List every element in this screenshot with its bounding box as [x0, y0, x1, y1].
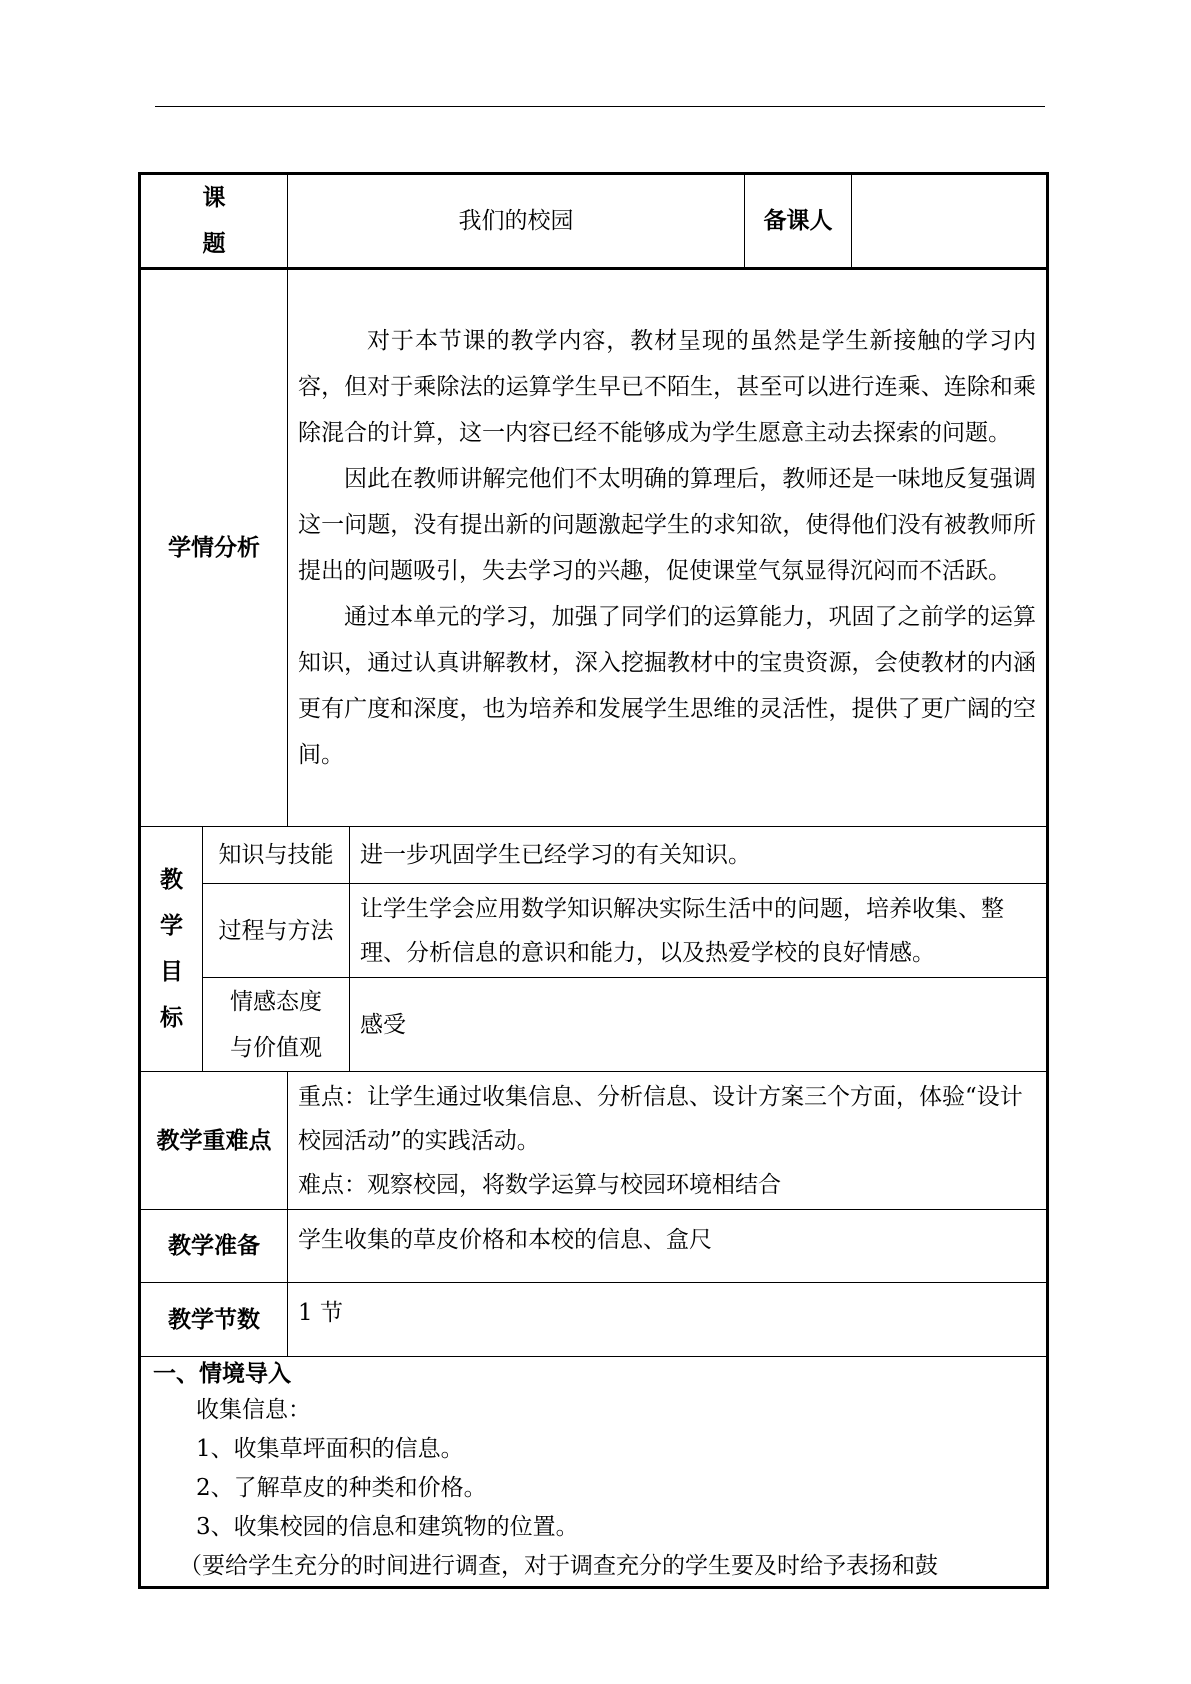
difficulty-row — [140, 1072, 1048, 1210]
analysis-content — [288, 269, 1048, 827]
analysis-paragraph-3: 通过本单元的学习，加强了同学们的运算能力，巩固了之前学的运算知识，通过认真讲解教材，深入挖掘教材中的宝贵资源，会使教材的内涵更有广度和深度，也为培养和发展学生思维的灵活性，提供了更广阔的空间。 — [298, 604, 1036, 768]
objectives-label-char: 目 — [160, 959, 183, 985]
header-rule — [155, 106, 1045, 107]
key-point: 重点：让学生通过收集信息、分析信息、设计方案三个方面，体验“设计校园活动”的实践活动。 — [298, 1083, 1023, 1154]
subject-label: 课 题 — [140, 174, 288, 269]
objective-row-knowledge — [140, 827, 1048, 884]
preparation-row — [140, 1210, 1048, 1283]
section1-title: 一、情境导入 — [153, 1361, 291, 1387]
periods-row — [140, 1283, 1048, 1357]
objectives-label-char: 教 — [160, 867, 183, 893]
section1-item: 1、收集草坪面积的信息。 — [196, 1436, 464, 1462]
analysis-paragraph-2: 因此在教师讲解完他们不太明确的算理后，教师还是一味地反复强调这一问题，没有提出新的问题激起学生的求知欲，使得他们没有被教师所提出的问题吸引，失去学习的兴趣，促使课堂气氛显得沉闷而不活跃。 — [298, 466, 1036, 584]
objective-name: 知识与技能 — [203, 827, 350, 884]
objectives-label-char: 学 — [160, 913, 183, 939]
section1-intro: 收集信息： — [196, 1397, 311, 1423]
objectives-label-char: 标 — [160, 1005, 183, 1031]
objective-value: 进一步巩固学生已经学习的有关知识。 — [350, 827, 1048, 884]
section1-item: 2、了解草皮的种类和价格。 — [196, 1475, 487, 1501]
objective-row-process — [140, 884, 1048, 978]
section1-row — [140, 1357, 1048, 1588]
title-row — [140, 174, 1048, 269]
preparer-label: 备课人 — [745, 174, 852, 269]
hard-point: 难点：观察校园，将数学运算与校园环境相结合 — [298, 1171, 781, 1198]
periods-label: 教学节数 — [140, 1283, 288, 1357]
objective-value: 感受 — [350, 978, 1048, 1072]
difficulty-content — [288, 1072, 1048, 1210]
analysis-label: 学情分析 — [140, 269, 288, 827]
section1-content — [140, 1357, 1048, 1588]
analysis-paragraph-1: 对于本节课的教学内容，教材呈现的虽然是学生新接触的学习内容，但对于乘除法的运算学生早已不陌生，甚至可以进行连乘、连除和乘除混合的计算，这一内容已经不能够成为学生愿意主动去探索的问题。 — [298, 328, 1036, 446]
analysis-row — [140, 269, 1048, 827]
difficulty-label: 教学重难点 — [140, 1072, 288, 1210]
subject-value: 我们的校园 — [288, 174, 745, 269]
objectives-label — [140, 827, 203, 1072]
objective-row-attitude — [140, 978, 1048, 1072]
preparation-value: 学生收集的草皮价格和本校的信息、盒尺 — [288, 1210, 1048, 1283]
preparer-value — [852, 174, 1048, 269]
periods-value: 1 节 — [288, 1283, 1048, 1357]
section1-item: 3、收集校园的信息和建筑物的位置。 — [196, 1514, 579, 1540]
objective-name: 情感态度与价值观 — [203, 978, 350, 1072]
preparation-label: 教学准备 — [140, 1210, 288, 1283]
section1-note: （要给学生充分的时间进行调查，对于调查充分的学生要及时给予表扬和鼓 — [179, 1553, 938, 1579]
objective-name: 过程与方法 — [203, 884, 350, 978]
lesson-plan-table — [138, 172, 1049, 1589]
objective-value: 让学生学会应用数学知识解决实际生活中的问题，培养收集、整理、分析信息的意识和能力，以及热爱学校的良好情感。 — [350, 884, 1048, 978]
